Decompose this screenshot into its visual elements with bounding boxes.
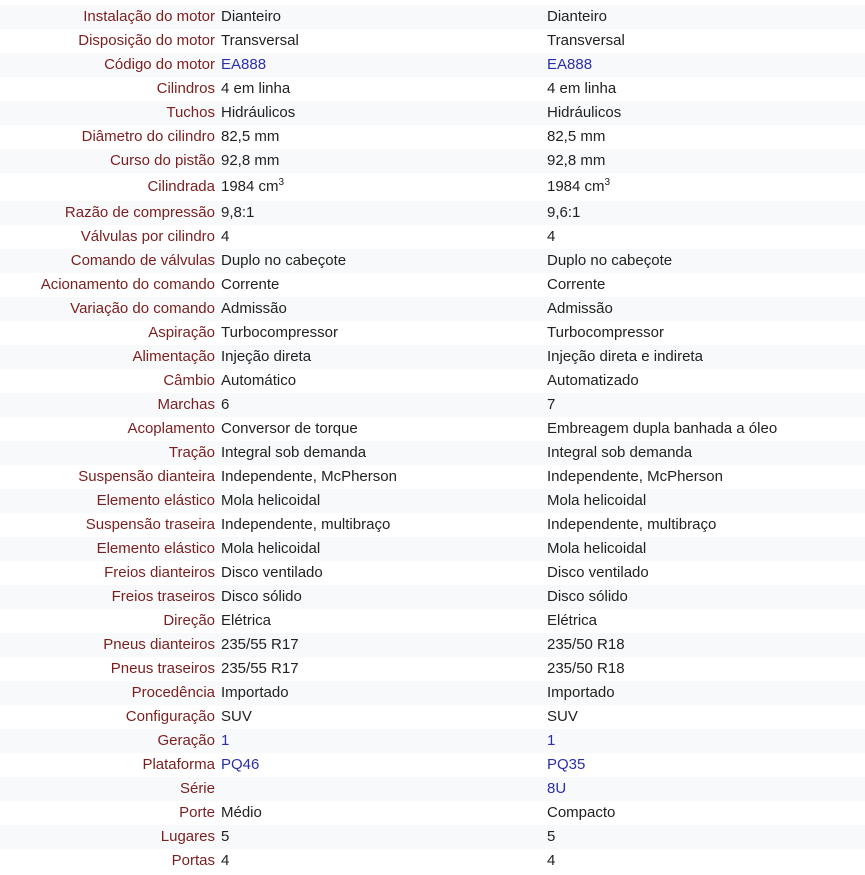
spec-row [0,705,865,729]
spec-label: Curso do pistão [0,149,218,173]
spec-value-text: Automático [221,372,297,389]
spec-table-body [0,5,865,873]
spec-label: Comando de válvulas [0,249,218,273]
spec-row [0,609,865,633]
spec-label: Instalação do motor [0,5,218,29]
spec-value-right [543,609,865,633]
spec-label: Aspiração [148,324,215,341]
spec-value-right [543,53,865,77]
spec-label: Porte [179,804,215,821]
spec-value-text: 235/50 R18 [547,660,625,677]
spec-value-text: Duplo no cabeçote [547,252,673,269]
spec-label: Diâmetro do cilindro [81,128,215,145]
spec-value-right [543,345,865,369]
spec-value-text: 9,8:1 [221,204,255,221]
spec-label: Suspensão traseira [85,516,215,533]
spec-value-right [543,201,865,225]
spec-label: Tuchos [0,101,218,125]
spec-value-text: 235/55 R17 [221,636,299,653]
spec-value-text: 92,8 mm [547,152,606,169]
spec-value-text: Mola helicoidal [547,492,647,509]
spec-value-right [543,273,865,297]
spec-value-link[interactable]: 1 [547,732,556,749]
spec-value-right [543,297,865,321]
spec-label: Acoplamento [127,420,215,437]
spec-value-left [218,201,543,225]
spec-label: Alimentação [0,345,218,369]
spec-row [0,489,865,513]
spec-value-right [543,729,865,753]
spec-value-right [543,585,865,609]
spec-value-text: 5 [547,828,556,845]
spec-value-right [543,249,865,273]
spec-label: Marchas [0,393,218,417]
spec-value-text: Mola helicoidal [547,540,647,557]
spec-value-left [218,801,543,825]
spec-value-text: Importado [221,684,289,701]
spec-label: Disposição do motor [78,32,215,49]
spec-value-text: 235/50 R18 [547,636,625,653]
spec-value-left [218,825,543,849]
spec-value-right [543,753,865,777]
spec-row [0,681,865,705]
spec-row [0,53,865,77]
spec-value-left [218,465,543,489]
spec-value-link[interactable]: PQ35 [547,756,586,773]
spec-value-right [543,561,865,585]
spec-value-left [218,369,543,393]
spec-value-left [218,173,543,201]
spec-value-left [218,29,543,53]
spec-value-left [218,273,543,297]
spec-label: Código do motor [0,53,218,77]
spec-value-left [218,657,543,681]
spec-row [0,537,865,561]
spec-value-text: Automatizado [547,372,639,389]
spec-label: Cilindrada [147,178,215,195]
spec-value-text: 82,5 mm [221,128,280,145]
spec-label: Pneus dianteiros [0,633,218,657]
spec-value-left [218,681,543,705]
spec-value-text: 1984 cm [547,178,605,195]
spec-value-text: Transversal [221,32,299,49]
spec-value-right [543,5,865,29]
spec-label: Plataforma [142,756,215,773]
spec-row [0,585,865,609]
spec-value-text: Integral sob demanda [221,444,367,461]
spec-row [0,729,865,753]
spec-row [0,633,865,657]
spec-label: Suspensão dianteira [78,468,215,485]
spec-label: Série [0,777,218,801]
unit-superscript: 3 [278,177,285,188]
spec-row [0,561,865,585]
spec-label: Geração [0,729,218,753]
spec-value-text: Hidráulicos [547,104,622,121]
spec-value-text: Independente, McPherson [221,468,397,485]
spec-value-link[interactable]: EA888 [547,56,593,73]
spec-value-text: Médio [221,804,262,821]
spec-value-left [218,125,543,149]
spec-value-text: Corrente [547,276,606,293]
spec-value-left [218,561,543,585]
spec-value-right [543,513,865,537]
spec-label: Freios traseiros [0,585,218,609]
spec-value-left [218,441,543,465]
spec-value-right [543,441,865,465]
spec-row [0,101,865,125]
spec-value-right [543,125,865,149]
spec-value-text: Elétrica [547,612,598,629]
spec-value-left [218,249,543,273]
spec-value-left [218,609,543,633]
spec-row [0,657,865,681]
spec-value-right [543,465,865,489]
spec-value-left [218,777,543,801]
spec-value-text: Turbocompressor [221,324,338,341]
spec-row [0,441,865,465]
spec-value-right [543,149,865,173]
spec-value-text: Disco ventilado [221,564,323,581]
spec-value-right [543,825,865,849]
spec-label: Portas [171,852,215,869]
spec-value-left [218,585,543,609]
spec-row [0,801,865,825]
spec-value-text: Conversor de torque [221,420,358,437]
spec-value-text: 9,6:1 [547,204,581,221]
spec-value-link[interactable]: 1 [221,732,230,749]
spec-value-right [543,489,865,513]
spec-value-text: Disco sólido [221,588,302,605]
spec-value-left [218,149,543,173]
spec-value-left [218,53,543,77]
spec-value-text: Disco ventilado [547,564,649,581]
spec-label: Freios dianteiros [104,564,215,581]
spec-label: Válvulas por cilindro [80,228,215,245]
spec-value-left [218,321,543,345]
spec-row [0,849,865,873]
spec-label: Acionamento do comando [40,276,215,293]
spec-value-left [218,705,543,729]
spec-value-right [543,417,865,441]
spec-value-left [218,489,543,513]
spec-value-text: 6 [221,396,230,413]
spec-value-right [543,77,865,101]
spec-row [0,345,865,369]
spec-value-right [543,101,865,125]
spec-row [0,225,865,249]
spec-value-right [543,801,865,825]
spec-value-left [218,849,543,873]
spec-row [0,465,865,489]
spec-value-right [543,849,865,873]
spec-value-text: 4 [547,852,556,869]
spec-value-right [543,29,865,53]
spec-value-text: SUV [221,708,252,725]
spec-value-text: Admissão [547,300,613,317]
spec-value-right [543,633,865,657]
spec-value-text: Compacto [547,804,616,821]
spec-row [0,249,865,273]
spec-value-right [543,657,865,681]
spec-value-text: 5 [221,828,230,845]
spec-value-text: 4 [221,852,230,869]
spec-value-link[interactable]: EA888 [221,56,267,73]
spec-value-left [218,633,543,657]
spec-comparison-table [0,5,865,873]
spec-value-text: Mola helicoidal [221,492,321,509]
spec-label: Tração [0,441,218,465]
spec-value-left [218,417,543,441]
spec-value-text: SUV [547,708,578,725]
spec-row [0,753,865,777]
spec-value-text: Dianteiro [547,8,608,25]
spec-value-text: Integral sob demanda [547,444,693,461]
spec-label: Variação do comando [0,297,218,321]
spec-value-right [543,173,865,201]
spec-value-right [543,225,865,249]
spec-value-right [543,681,865,705]
spec-row [0,5,865,29]
spec-label: Direção [163,612,215,629]
spec-value-text: Dianteiro [221,8,282,25]
spec-value-text: Independente, multibraço [221,516,391,533]
spec-value-text: Turbocompressor [547,324,664,341]
spec-value-text: Injeção direta e indireta [547,348,703,365]
spec-value-right [543,321,865,345]
spec-value-left [218,729,543,753]
spec-value-text: Admissão [221,300,287,317]
spec-value-link[interactable]: 8U [547,780,567,797]
spec-value-left [218,5,543,29]
spec-value-text: 92,8 mm [221,152,280,169]
spec-label: Pneus traseiros [110,660,215,677]
spec-row [0,297,865,321]
spec-value-left [218,225,543,249]
spec-value-text: Embreagem dupla banhada a óleo [547,420,778,437]
spec-value-text: Independente, multibraço [547,516,717,533]
spec-value-text: Injeção direta [221,348,312,365]
spec-value-text: 235/55 R17 [221,660,299,677]
spec-value-left [218,297,543,321]
spec-value-right [543,369,865,393]
spec-value-right [543,393,865,417]
spec-label: Configuração [125,708,215,725]
spec-row [0,29,865,53]
spec-value-text: Transversal [547,32,625,49]
spec-row [0,417,865,441]
spec-value-text: Importado [547,684,615,701]
spec-value-text: 82,5 mm [547,128,606,145]
spec-row [0,369,865,393]
spec-label: Cilindros [156,80,215,97]
spec-value-text: Independente, McPherson [547,468,723,485]
spec-value-text: 4 em linha [221,80,291,97]
spec-value-text: Mola helicoidal [221,540,321,557]
spec-label: Razão de compressão [0,201,218,225]
spec-value-left [218,345,543,369]
spec-row [0,777,865,801]
spec-value-left [218,101,543,125]
spec-row [0,393,865,417]
spec-value-left [218,77,543,101]
spec-value-text: 1984 cm [221,178,279,195]
spec-value-left [218,753,543,777]
spec-value-right [543,777,865,801]
spec-value-text: Duplo no cabeçote [221,252,347,269]
spec-label: Lugares [0,825,218,849]
spec-label: Elemento elástico [0,537,218,561]
spec-row [0,273,865,297]
spec-value-text: 4 [547,228,556,245]
spec-label: Elemento elástico [0,489,218,513]
spec-value-text: Corrente [221,276,280,293]
spec-value-text: 4 em linha [547,80,617,97]
spec-row [0,173,865,201]
spec-value-text: Disco sólido [547,588,628,605]
spec-row [0,77,865,101]
spec-value-left [218,537,543,561]
spec-row [0,321,865,345]
unit-superscript: 3 [604,177,611,188]
spec-label: Procedência [0,681,218,705]
spec-value-text: 7 [547,396,556,413]
spec-row [0,825,865,849]
spec-value-left [218,393,543,417]
spec-value-link[interactable]: PQ46 [221,756,260,773]
spec-value-right [543,537,865,561]
spec-label: Câmbio [163,372,215,389]
spec-row [0,125,865,149]
spec-row [0,513,865,537]
spec-value-left [218,513,543,537]
spec-value-text: 4 [221,228,230,245]
spec-value-text: Hidráulicos [221,104,296,121]
spec-value-right [543,705,865,729]
spec-row [0,201,865,225]
spec-value-text: Elétrica [221,612,272,629]
spec-row [0,149,865,173]
